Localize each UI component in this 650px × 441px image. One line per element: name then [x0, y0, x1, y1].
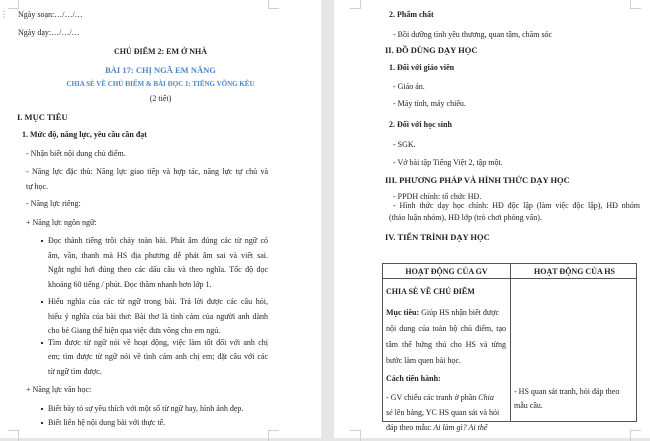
bullet-icon — [41, 240, 43, 242]
step-text: lên bảng, YC HS quan sát và hỏi — [392, 408, 500, 417]
paragraph: - Hình thức dạy học chính: HĐ độc lập (làm việc độc lập), HĐ nhóm — [393, 201, 640, 210]
corner-mark — [8, 0, 19, 9]
paragraph: - Máy tính, máy chiếu. — [393, 99, 466, 108]
lesson-activity-table — [382, 263, 637, 432]
lesson-subtitle: CHIA SẺ VỀ CHỦ ĐIỂM & BÀI ĐỌC 1: TIẾNG VÕNG KÊU — [66, 80, 255, 88]
paragraph: + Năng lực văn học: — [26, 385, 92, 394]
corner-mark — [350, 0, 361, 9]
theme-title: CHỦ ĐIỂM 2: EM Ở NHÀ — [113, 47, 208, 56]
section-heading: I. MỤC TIÊU — [17, 112, 68, 122]
bullet-line: Biết bày tỏ sự yêu thích với một số từ ngữ hay, hình ảnh đẹp. — [48, 404, 244, 413]
bullet-line: khoảng 60 tiếng / phút. Đọc thầm nhanh hơn lớp 1. — [48, 280, 212, 289]
subsection-heading: 1. Đối với giáo viên — [389, 63, 455, 72]
bullet-line: Biết liên hệ nội dung bài với thực tế. — [48, 418, 166, 427]
step-italic: Ai làm gì? Ai thế — [433, 423, 488, 432]
paragraph: - Bồi dưỡng tình yêu thương, quan tâm, chăm sóc — [393, 30, 553, 39]
paragraph: - Giáo án. — [393, 82, 425, 91]
step-line — [386, 408, 499, 418]
bullet-icon — [41, 342, 43, 344]
header-hs: HOẠT ĐỘNG CỦA HS — [534, 267, 615, 276]
paragraph: - Năng lực đặc thù: Năng lực giao tiếp và hợp tác, năng lực tự chủ và — [26, 167, 268, 176]
subsection-heading: 2. Phẩm chất — [389, 10, 434, 19]
corner-mark — [630, 430, 641, 441]
section-heading: III. PHƯƠNG PHÁP VÀ HÌNH THỨC DẠY HỌC — [385, 175, 570, 185]
bullet-line: Đọc thành tiếng trôi chảy toàn bài. Phát âm đúng các từ ngữ có — [48, 236, 268, 245]
paragraph: (thảo luận nhóm), HĐ lớp (trò chơi phỏng vấn). — [389, 213, 542, 222]
corner-mark — [8, 430, 19, 441]
step-line — [386, 393, 494, 403]
paragraph: - SGK. — [393, 140, 416, 149]
bullet-line: Hiểu nghĩa của các từ ngữ trong bài. Trả lời được các câu hỏi, — [48, 297, 268, 306]
text-cursor: ⋮ — [0, 10, 8, 19]
step-line — [386, 423, 487, 433]
document-page-left — [0, 0, 321, 438]
corner-mark — [268, 0, 279, 9]
bullet-line: cho bé Giang thể hiện qua việc đưa võng cho em ngủ. — [48, 326, 221, 335]
header-gv: HOẠT ĐỘNG CỦA GV — [405, 267, 488, 276]
hs-line: mẫu câu. — [514, 401, 543, 410]
step-italic: Chia — [478, 393, 494, 402]
bullet-line: em; tìm được từ ngữ nói về tình cảm anh chị em; đặt câu với các — [48, 352, 268, 361]
hs-line: - HS quan sát tranh, hỏi đáp theo — [514, 387, 620, 396]
bullet-line: Tìm được từ ngữ nói về hoạt động, việc làm tốt đối với anh chị — [48, 338, 268, 347]
step-text: - GV chiếu các tranh ở phần — [386, 393, 479, 402]
periods: (2 tiết) — [149, 94, 172, 103]
step-italic: sẻ — [386, 408, 393, 417]
goal-line: nội dung của toàn bộ chủ điểm, tạo — [386, 324, 506, 333]
paragraph: tự học. — [26, 182, 49, 191]
corner-mark — [268, 430, 279, 441]
bullet-icon — [41, 408, 43, 410]
paragraph: - Nhận biết nội dung chủ điểm. — [26, 149, 126, 158]
paragraph: - Năng lực riêng: — [26, 199, 81, 208]
bullet-line: Ngắt nghỉ hơi đúng theo các dấu câu và theo nghĩa. Tốc độ đọc — [48, 265, 268, 274]
goal-text: Giúp HS nhận biết được — [419, 308, 499, 317]
date-prepared: Ngày soạn:…/…/… — [18, 10, 83, 19]
section-heading: IV. TIẾN TRÌNH DẠY HỌC — [385, 232, 490, 242]
goal-line: bước làm quen bài học. — [386, 356, 461, 365]
method-label: Cách tiến hành: — [386, 374, 441, 383]
document-page-right — [334, 0, 650, 438]
bullet-icon — [41, 422, 43, 424]
bullet-line: âm, vần, thanh mà HS địa phương dễ phát âm sai và viết sai. — [48, 251, 268, 260]
section-heading: II. ĐỒ DÙNG DẠY HỌC — [385, 45, 478, 55]
paragraph: + Năng lực ngôn ngữ: — [26, 218, 97, 227]
table-header-cell — [383, 264, 511, 279]
goal-line — [386, 308, 499, 318]
activity-heading: CHIA SẺ VỀ CHỦ ĐIỂM — [386, 287, 475, 296]
bullet-line: hiểu ý nghĩa của bài thơ: Bài thơ là tình cảm của người anh dành — [48, 312, 268, 321]
corner-mark — [350, 430, 361, 441]
table-header-cell — [511, 264, 637, 279]
bullet-icon — [41, 301, 43, 303]
subsection-heading: 2. Đối với học sinh — [389, 120, 452, 129]
table-cell-gv — [383, 279, 511, 432]
corner-mark — [630, 0, 641, 9]
subsection-heading: 1. Mức độ, năng lực, yêu cầu cần đạt — [22, 130, 147, 139]
date-taught: Ngày dạy:…/…/… — [18, 28, 80, 37]
lesson-title: BÀI 17: CHỊ NGÃ EM NÂNG — [105, 65, 216, 75]
goal-line: tâm thế hứng thú cho HS và từng — [386, 340, 506, 349]
paragraph: - Vở bài tập Tiếng Việt 2, tập một. — [393, 158, 503, 167]
paragraph: - PPDH chính: tổ chức HĐ. — [393, 192, 482, 201]
step-text: đáp theo mẫu: — [386, 423, 434, 432]
table-cell-hs — [511, 279, 637, 422]
goal-label: Mục tiêu: — [386, 308, 420, 317]
bullet-line: từ ngữ tìm được. — [48, 367, 102, 376]
